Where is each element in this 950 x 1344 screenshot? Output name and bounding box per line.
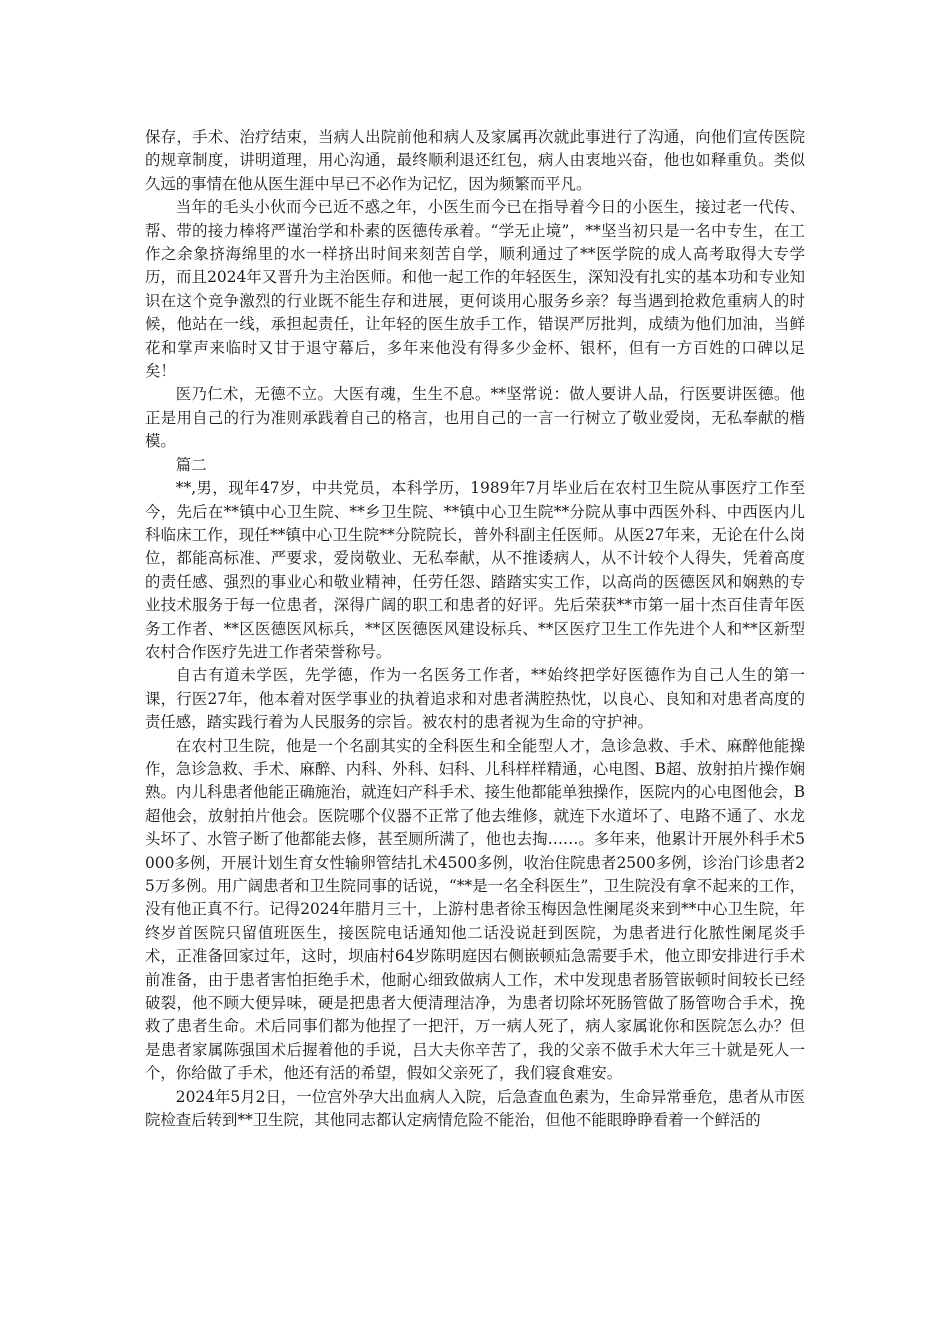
paragraph: 2024年5月2日，一位宫外孕大出血病人入院，后急查血色素为，生命异常垂危，患者从市医院检查后转到**卫生院，其他同志都认定病情危险不能治，但他不能眼睁睁看着一个鲜活的 xyxy=(145,1087,805,1130)
paragraph: 保存，手术、治疗结束，当病人出院前他和病人及家属再次就此事进行了沟通，向他们宣传医院的规章制度，讲明道理，用心沟通，最终顺利退还红包，病人由衷地兴奋，他也如释重负。类似久远的事情在他从医生涯中早已不必作为记忆，因为频繁而平凡。 xyxy=(145,128,805,193)
paragraph: 自古有道未学医，先学德，作为一名医务工作者，**始终把学好医德作为自己人生的第一课，行医27年，他本着对医学事业的执着追求和对患者满腔热忱，以良心、良知和对患者高度的责任感，踏实践行着为人民服务的宗旨。被农村的患者视为生命的守护神。 xyxy=(145,666,805,732)
paragraph: **,男，现年47岁，中共党员，本科学历，1989年7月毕业后在农村卫生院从事医疗工作至今，先后在**镇中心卫生院、**乡卫生院、**镇中心卫生院**分院从事中西医外科、中西医内儿科临床工作，现任**镇中心卫生院**分院院长，普外科副主任医师。从医27年来，无论在什么岗位，都能高标准、严要求，爱岗敬业、无私奉献，从不推诿病人，从不计较个人得失，凭着高度的责任感、强烈的事业心和敬业精神，任劳任怨、踏踏实实工作，以高尚的医德医风和娴熟的专业技术服务于每一位患者，深得广阔的职工和患者的好评。先后荣获**市第一届十杰百佳青年医务工作者、**区医德医风标兵，**区医德医风建设标兵、**区医疗卫生工作先进个人和**区新型农村合作医疗先进工作者荣誉称号。 xyxy=(145,479,805,661)
paragraph: 在农村卫生院，他是一个名副其实的全科医生和全能型人才，急诊急救、手术、麻醉他能操作，急诊急救、手术、麻醉、内科、外科、妇科、儿科样样精通，心电图、B超、放射拍片操作娴熟。内儿科患者他能正确施治，就连妇产科手术、接生他都能单独操作，医院内的心电图他会，B超他会，放射拍片他会。医院哪个仪器不正常了他去维修，就连下水道坏了、电路不通了、水龙头坏了、水管子断了他都能去修，甚至厕所满了，他也去掏……。多年来，他累计开展外科手术5000多例，开展计划生育女性输卵管结扎术4500多例，收治住院患者2500多例，诊治门诊患者25万多例。用广阔患者和卫生院同事的话说，“**是一名全科医生”，卫生院没有拿不起来的工作，没有他正真不行。记得2024年腊月三十，上游村患者徐玉梅因急性阑尾炎来到**中心卫生院，年终岁首医院只留值班医生，接医院电话通知他二话没说赶到医院，为患者进行化脓性阑尾炎手术，正准备回家过年，这时，坝庙村64岁陈明庭因右侧嵌顿疝急需要手术，他立即安排进行手术前准备，由于患者害怕拒绝手术，他耐心细致做病人工作，术中发现患者肠管嵌顿时间较长已经破裂，他不顾大便异味，硬是把患者大便清理洁净，为患者切除坏死肠管做了肠管吻合手术，挽救了患者生命。术后同事们都为他捏了一把汗，万一病人死了，病人家属讹你和医院怎么办？但是患者家属陈强国术后握着他的手说，吕大夫你辛苦了，我的父亲不做手术大年三十就是死人一个，你给做了手术，他还有活的希望，假如父亲死了，我们寝食难安。 xyxy=(145,736,805,1083)
paragraph: 医乃仁术，无德不立。大医有魂，生生不息。**坚常说：做人要讲人品，行医要讲医德。他正是用自己的行为准则承践着自己的格言，也用自己的一言一行树立了敬业爱岗，无私奉献的楷模。 xyxy=(145,385,805,451)
document-body xyxy=(145,126,805,1132)
section-title: 篇二 xyxy=(175,455,207,474)
paragraph: 当年的毛头小伙而今已近不惑之年，小医生而今已在指导着今日的小医生，接过老一代传、帮、带的接力棒将严谨治学和朴素的医德传承着。“学无止境”，**坚当初只是一名中专生，在工作之余象挤海绵里的水一样挤出时间来刻苦自学，顺利通过了**医学院的成人高考取得大专学历，而且2024年又晋升为主治医师。和他一起工作的年轻医生，深知没有扎实的基本功和专业知识在这个竞争激烈的行业既不能生存和进展，更何谈用心服务乡亲？每当遇到抢救危重病人的时候，他站在一线，承担起责任，让年轻的医生放手工作，错误严厉批判，成绩为他们加油，当鲜花和掌声来临时又甘于退守幕后，多年来他没有得多少金杯、银杯，但有一方百姓的口碑以足矣！ xyxy=(145,198,805,381)
